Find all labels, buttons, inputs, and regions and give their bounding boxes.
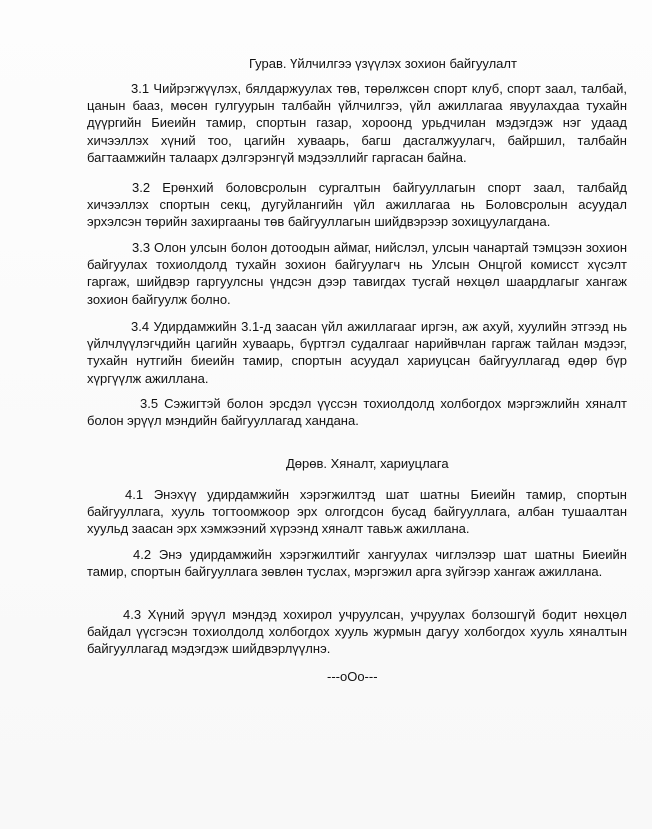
paragraph-4-1: 4.1 Энэхүү удирдамжийн хэрэгжилтэд шат шатны Биеийн тамир, спортын байгууллага, хууль тогтоомжоор эрх олгогдсон бусад байгууллага, албан тушаалтан хуульд заасан эрх хэмжээний хүрээнд хяналт тавьж ажиллана. bbox=[87, 487, 627, 537]
paragraph-3-2: 3.2 Ерөнхий боловсролын сургалтын байгууллагын спорт заал, талбайд хичээллэх спортын секц, дугуйлангийн үйл ажиллагаа нь Боловсролын асуудал эрхэлсэн төрийн захиргааны төв байгууллагын шийдвэрээр зохицуулагдана. bbox=[87, 180, 627, 230]
end-mark: ---oOo--- bbox=[327, 669, 378, 684]
paragraph-4-2: 4.2 Энэ удирдамжийн хэрэгжилтийг хангуулах чиглэлээр шат шатны Биеийн тамир, спортын байгууллага зөвлөн туслах, мэргэжил арга зүйгээр хангаж ажиллана. bbox=[87, 547, 627, 580]
paragraph-3-1: 3.1 Чийрэгжүүлэх, бялдаржуулах төв, төрөлжсөн спорт клуб, спорт заал, талбай, цанын бааз, мөсөн гулгуурын талбайн үйлчилгээ, үйл ажиллагаа явуулахдаа тухайн дүүргийн Биеийн тамир, спортын газар, хороонд урьдчилан мэдэгдэж нэг удаад хичээллэх хүний тоо, цагийн хуваарь, багш дасгалжуулагч, байршил, талбайн багтаамжийн талаарх дэлгэрэнгүй мэдээллийг гаргасан байна. bbox=[87, 81, 627, 165]
section-3-heading: Гурав. Үйлчилгээ үзүүлэх зохион байгуулалт bbox=[249, 56, 517, 71]
paragraph-3-3: 3.3 Олон улсын болон дотоодын аймаг, нийслэл, улсын чанартай тэмцээн зохион байгуулах тохиолдолд тухайн зохион байгуулагч нь Улсын Онцгой комисст хүсэлт гаргаж, шийдвэр гаргуулсны үндсэн дээр тавигдах тусгай нөхцөл шаардлагыг хангаж зохион байгуулж болно. bbox=[87, 240, 627, 307]
section-4-heading: Дөрөв. Хяналт, хариуцлага bbox=[286, 456, 449, 471]
paragraph-3-4: 3.4 Удирдамжийн 3.1-д заасан үйл ажиллагааг иргэн, аж ахуй, хуулийн этгээд нь үйлчлүүлэгчдийн цагийн хуваарь, бүртгэл судалгааг нарийвчлан гаргаж тайлан мэдээг, тухайн нутгийн биеийн тамир, спортын асуудал хариуцсан байгууллагад өдөр бүр хүргүүлж ажиллана. bbox=[87, 319, 627, 386]
paragraph-3-5: 3.5 Сэжигтэй болон эрсдэл үүссэн тохиолдолд холбогдох мэргэжлийн хяналт болон эрүүл мэндийн байгууллагад хандана. bbox=[87, 396, 627, 429]
paragraph-4-3: 4.3 Хүний эрүүл мэндэд хохирол учруулсан, учруулах болзошгүй бодит нөхцөл байдал үүсгэсэн тохиолдолд холбогдох хууль журмын дагуу холбогдох хууль хяналтын байгууллагад мэдэгдэж шийдвэрлүүлнэ. bbox=[87, 607, 627, 657]
